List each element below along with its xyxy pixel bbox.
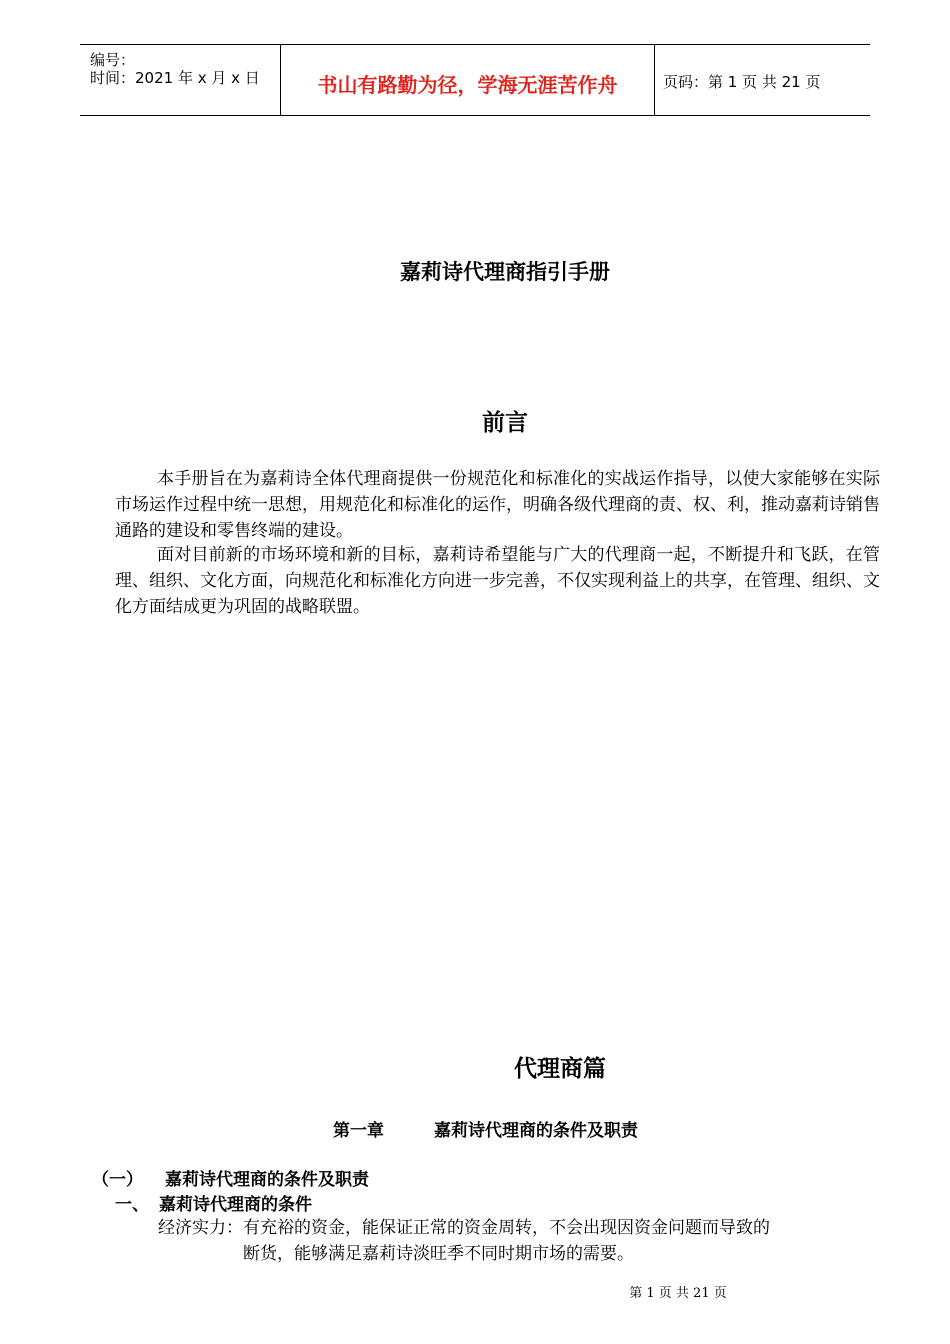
page-footer: 第 1 页 共 21 页: [629, 1286, 727, 1301]
chapter-name: 嘉莉诗代理商的条件及职责: [434, 1121, 638, 1141]
section-heading-level2: [115, 1190, 312, 1215]
section-marker: （一）: [92, 1170, 143, 1190]
item-continuation: 断货，能够满足嘉莉诗淡旺季不同时期市场的需要。: [243, 1244, 634, 1264]
document-title: 嘉莉诗代理商指引手册: [400, 260, 610, 284]
motto: 书山有路勤为径，学海无涯苦作舟: [317, 73, 618, 97]
section-marker: 一、: [115, 1195, 149, 1215]
condition-item: [158, 1215, 868, 1267]
chapter-number: 第一章: [333, 1121, 384, 1141]
paragraph: 本手册旨在为嘉莉诗全体代理商提供一份规范化和标准化的实战运作指导，以使大家能够在实际市场运作过程中统一思想，用规范化和标准化的运作，明确各级代理商的责、权、利，推动嘉莉诗销售通路的建设和零售终端的建设。: [115, 469, 880, 541]
header-info-cell: [80, 45, 281, 115]
section-heading-level1: [92, 1165, 369, 1190]
header-page-cell: [655, 45, 870, 115]
part-heading: 代理商篇: [514, 1056, 606, 1082]
header-table: [80, 44, 870, 116]
number-label: 编号：: [90, 51, 136, 69]
item-first-line: 经济实力：有充裕的资金，能保证正常的资金周转，不会出现因资金问题而导致的: [158, 1218, 770, 1238]
chapter-heading: [333, 1116, 638, 1141]
section-title: 嘉莉诗代理商的条件及职责: [165, 1170, 369, 1190]
paragraph: 面对目前新的市场环境和新的目标，嘉莉诗希望能与广大的代理商一起，不断提升和飞跃，在管理、组织、文化方面，向规范化和标准化方向进一步完善，不仅实现利益上的共享，在管理、组织、文化方面结成更为巩固的战略联盟。: [115, 545, 880, 617]
header-motto-cell: [281, 45, 655, 115]
section-title: 嘉莉诗代理商的条件: [159, 1195, 312, 1215]
page-info: 页码：第 1 页 共 21 页: [663, 73, 821, 91]
time-label: 时间：2021 年 x 月 x 日: [90, 69, 260, 87]
preface-heading: 前言: [482, 410, 528, 436]
